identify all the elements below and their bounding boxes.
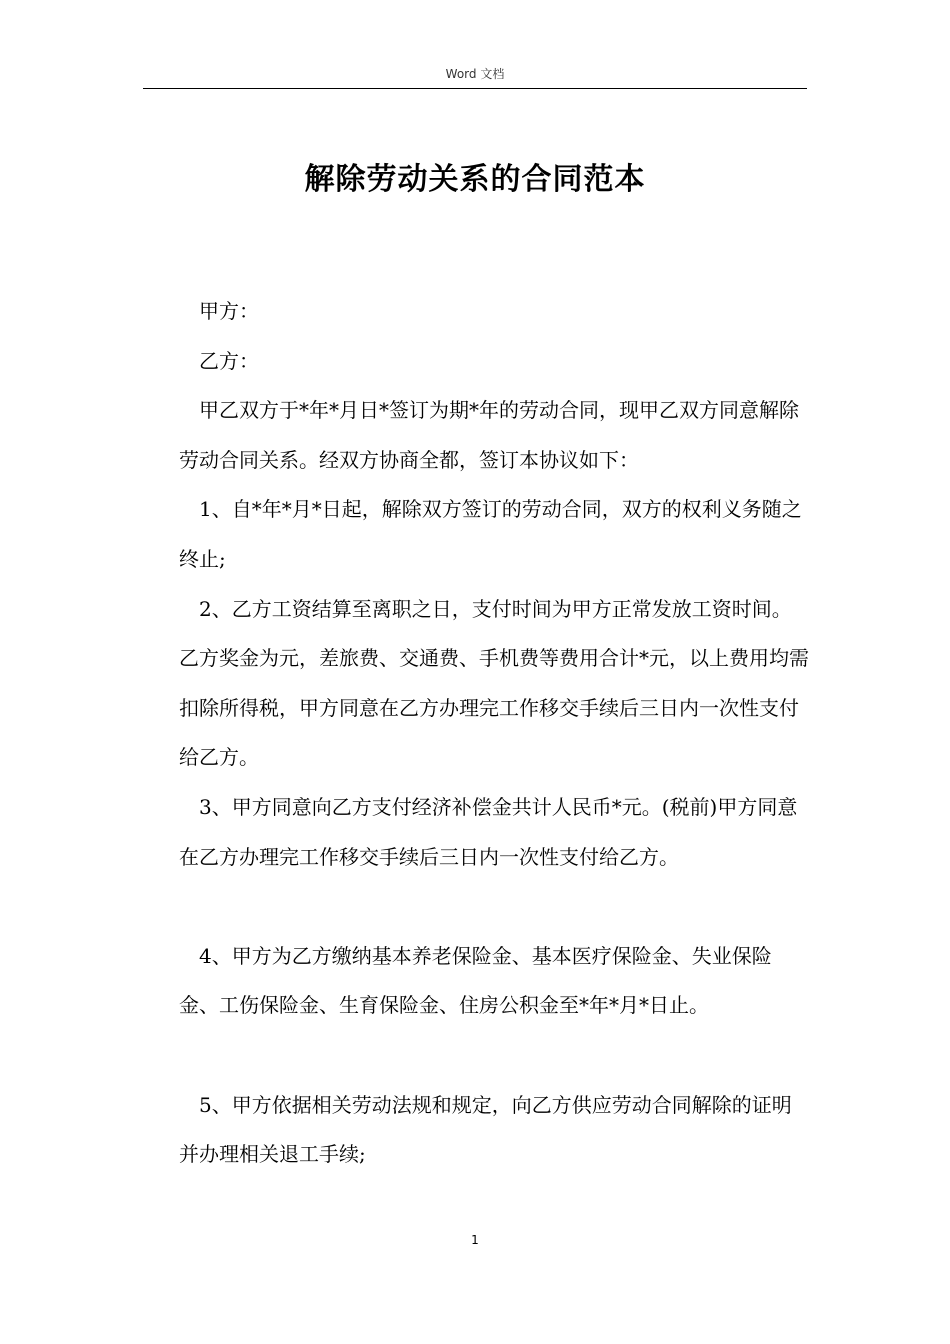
clause-5: 5、甲方依据相关劳动法规和规定，向乙方供应劳动合同解除的证明并办理相关退工手续; (179, 1092, 792, 1167)
clause-4: 4、甲方为乙方缴纳基本养老保险金、基本医疗保险金、失业保险金、工伤保险金、生育保险金、住房公积金至*年*月*日止。 (179, 943, 772, 1018)
page-header (143, 66, 807, 89)
clause-2: 2、乙方工资结算至离职之日，支付时间为甲方正常发放工资时间。乙方奖金为元，差旅费、交通费、手机费等费用合计*元，以上费用均需扣除所得税，甲方同意在乙方办理完工作移交手续后三日内一次性支付给乙方。 (179, 596, 809, 770)
page-number: 1 (471, 1233, 479, 1247)
party-b-line: 乙方： (199, 348, 259, 373)
paragraph-gap (179, 1031, 809, 1081)
header-text: Word 文档 (445, 67, 505, 81)
clause-1: 1、自*年*月*日起，解除双方签订的劳动合同，双方的权利义务随之终止; (179, 497, 802, 571)
party-a-line: 甲方： (199, 299, 259, 323)
intro-paragraph: 甲乙双方于*年*月日*签订为期*年的劳动合同，现甲乙双方同意解除劳动合同关系。经双方协商全都，签订本协议如下： (179, 398, 799, 472)
clause-3: 3、甲方同意向乙方支付经济补偿金共计人民币*元。(税前)甲方同意在乙方办理完工作移交手续后三日内一次性支付给乙方。 (179, 794, 798, 869)
document-body (179, 287, 809, 1180)
paragraph-gap (179, 882, 809, 932)
document-title: 解除劳动关系的合同范本 (304, 162, 646, 197)
